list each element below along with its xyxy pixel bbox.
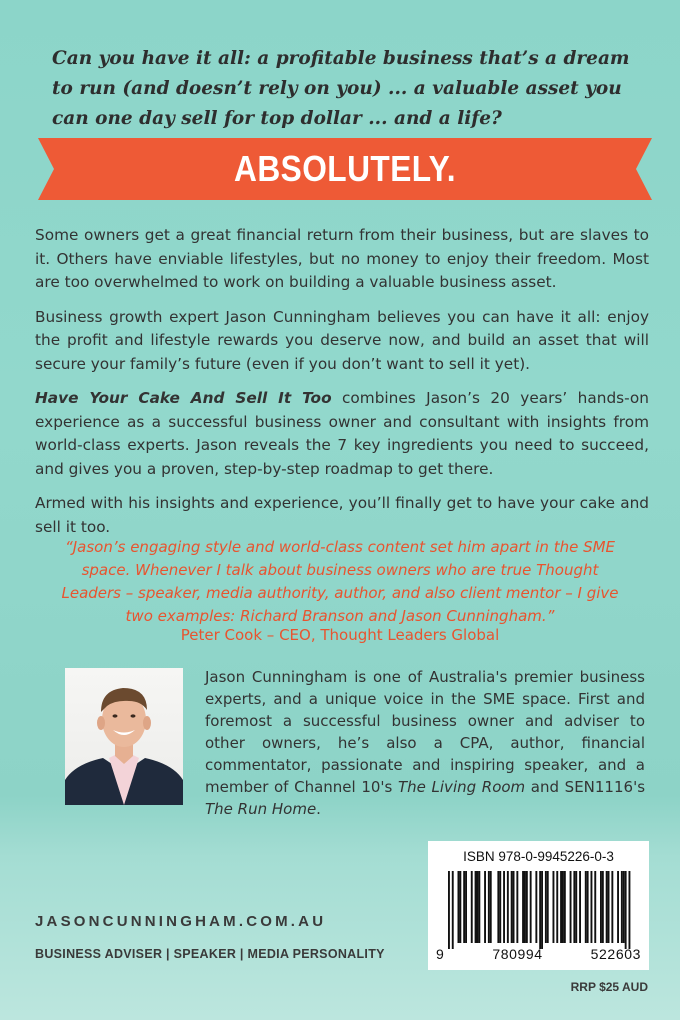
barcode-bar <box>562 871 564 943</box>
barcode-bar <box>463 871 465 943</box>
blurb-paragraph-2: Business growth expert Jason Cunningham believes you can have it all: enjoy the profit and lifestyle rewards you deserve now, and build an asset that will secure your family’s future (even if you don’t want to sell it yet). <box>35 307 649 373</box>
barcode-bar <box>503 871 505 943</box>
website-url: JASONCUNNINGHAM.COM.AU <box>35 913 327 930</box>
barcode-bar <box>471 871 473 943</box>
barcode-bar <box>591 871 593 943</box>
barcode-bar <box>575 871 577 943</box>
barcode-bar <box>458 871 460 943</box>
barcode-bar <box>602 871 604 943</box>
barcode-bar <box>488 871 490 943</box>
absolutely-banner <box>38 138 652 200</box>
barcode-bar <box>594 871 596 943</box>
barcode-bar <box>621 871 623 943</box>
barcode-bar <box>547 871 549 943</box>
barcode-bar <box>516 871 518 943</box>
barcode-bar <box>625 871 627 949</box>
barcode-bar <box>475 871 477 943</box>
barcode-bar <box>526 871 528 943</box>
barcode-digits-right: 522603 <box>590 946 641 962</box>
barcode-bar <box>541 871 543 949</box>
barcode-bar <box>579 871 581 943</box>
barcode-bar <box>629 871 631 949</box>
barcode-bar <box>507 871 509 943</box>
barcode-digits-left: 780994 <box>492 946 543 962</box>
barcode-bar <box>513 871 515 943</box>
bio-show-1: The Living Room <box>398 778 526 796</box>
barcode-bar <box>490 871 492 943</box>
barcode-number <box>436 946 641 962</box>
barcode-bar <box>522 871 524 943</box>
barcode-bar <box>545 871 547 943</box>
barcode-bar <box>600 871 602 943</box>
barcode-bar <box>459 871 461 943</box>
barcode-bar <box>524 871 526 943</box>
barcode-bar <box>499 871 501 943</box>
barcode-bar <box>608 871 610 943</box>
barcode-bar <box>465 871 467 943</box>
banner-heading: ABSOLUTELY. <box>234 148 456 189</box>
barcode-bar <box>556 871 558 943</box>
bio-end: . <box>316 800 321 818</box>
author-bio <box>205 666 645 820</box>
bio-text: Jason Cunningham is one of Australia's premier business experts, and a unique voice in the SME space. First and foremost a successful business owner and adviser to other owners, he’s also a CPA, author, financial commentator, passionate and inspiring speaker, and a member of Channel 10's <box>205 668 645 796</box>
isbn-barcode <box>428 841 649 970</box>
barcode-bar <box>573 871 575 943</box>
testimonial-author: Peter Cook – CEO, Thought Leaders Global <box>180 626 500 644</box>
barcode-bar <box>477 871 479 943</box>
barcode-bar <box>553 871 555 943</box>
barcode-bar <box>617 871 619 943</box>
blurb-paragraph-3 <box>35 387 649 481</box>
barcode-bar <box>511 871 513 943</box>
barcode-bar <box>535 871 537 943</box>
barcode-bar <box>564 871 566 943</box>
barcode-bar <box>530 871 532 943</box>
barcode-bar <box>448 871 450 949</box>
blurb <box>35 224 649 550</box>
barcode-bar <box>623 871 625 943</box>
barcode-bar <box>585 871 587 943</box>
price-label: RRP $25 AUD <box>570 980 648 994</box>
barcode-bar <box>611 871 613 943</box>
blurb-paragraph-1: Some owners get a great financial return from their business, but are slaves to it. Others have enviable lifestyles, but no money to enjoy their freedom. Most are too overwhelmed to work on building a valuable business asset. <box>35 226 649 291</box>
barcode-digit-lead: 9 <box>436 946 445 962</box>
testimonial-quote: “Jason’s engaging style and world-class content set him apart in the SME space. Whenever I talk about business owners who are true Thought Leaders – speaker, media authority, author, and also client mentor – I give two examples: Richard Branson and Jason Cunningham.” <box>61 538 619 625</box>
bio-mid: and SEN1116's <box>525 778 646 796</box>
tagline: Can you have it all: a profitable business that’s a dream to run (and doesn’t rely on you) ... a valuable asset you can one day sell for top dollar ... and a life? <box>52 48 630 129</box>
roles-line: BUSINESS ADVISER | SPEAKER | MEDIA PERSONALITY <box>35 947 385 961</box>
blurb-paragraph-4: Armed with his insights and experience, you’ll finally get to have your cake and sell it too. <box>35 494 649 536</box>
bio-show-2: The Run Home <box>205 800 317 818</box>
isbn-label: ISBN 978-0-9945226-0-3 <box>463 849 614 864</box>
barcode-bar <box>497 871 499 943</box>
barcode-bar <box>452 871 454 949</box>
barcode-bar <box>484 871 486 943</box>
barcode-bar <box>570 871 572 943</box>
blurb-paragraph-3-text: combines Jason’s 20 years’ hands-on experience as a successful business owner and consultant with insights from world-class experts. Jason reveals the 7 key ingredients you need to succeed, and gives you a proven, step-by-step roadmap to get there. <box>35 389 649 478</box>
barcode-bar <box>560 871 562 943</box>
barcode-bar <box>478 871 480 943</box>
book-title: Have Your Cake And Sell It Too <box>35 389 332 407</box>
barcode-bar <box>606 871 608 943</box>
author-photo <box>65 668 183 805</box>
barcode-bar <box>587 871 589 943</box>
barcode-bar <box>539 871 541 949</box>
